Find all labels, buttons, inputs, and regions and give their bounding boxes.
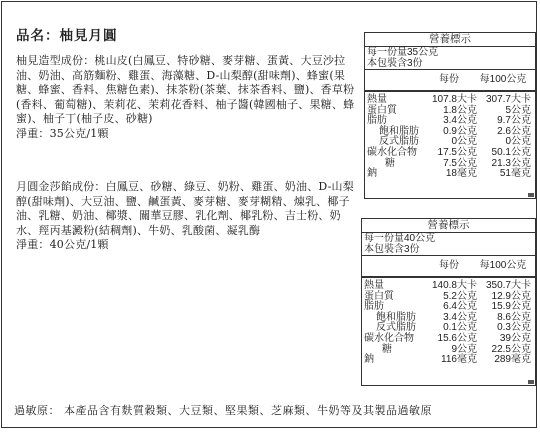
net-weight-2: 淨重：40公克/1顆: [16, 238, 109, 251]
nutrient-name: 飽和脂肪: [379, 125, 419, 137]
nutrient-per-serving: 1.8公克: [443, 104, 477, 116]
nutrient-per-serving: 17.5公克: [437, 146, 477, 158]
nutrient-per-serving: 5.2公克: [443, 290, 477, 302]
nutrient-per-100g: 0.3公克: [497, 322, 531, 334]
ingredients-section-1: [16, 54, 358, 141]
corner-mark: [528, 380, 534, 384]
nutrient-per-serving: 140.8大卡: [431, 280, 477, 291]
col-per-100g: 每100公克: [479, 74, 527, 85]
nutrient-per-serving: 18毫克: [445, 168, 477, 180]
nutrition-rows: [362, 276, 535, 366]
nutrient-name: 脂肪: [367, 115, 387, 127]
nutrient-name: 熱量: [367, 94, 387, 105]
nutrient-per-serving: 15.6公克: [437, 332, 477, 344]
nutrient-per-100g: 22.5公克: [491, 343, 531, 355]
nutrient-name: 碳水化合物: [364, 332, 414, 344]
nutrient-per-100g: 12.9公克: [491, 290, 531, 302]
nutrient-per-serving: 6.4公克: [443, 301, 477, 313]
nutrient-row: [362, 355, 535, 366]
nutrient-name: 糖: [385, 157, 395, 169]
nutrient-name: 碳水化合物: [367, 146, 417, 158]
nutrient-name: 鈉: [367, 168, 377, 180]
nutrient-name: 反式脂肪: [379, 136, 419, 148]
nutrient-per-100g: 51毫克: [499, 168, 531, 180]
nutrient-per-100g: 50.1公克: [491, 146, 531, 158]
col-per-serving: 每份: [439, 260, 459, 271]
nutrient-per-100g: 289毫克: [494, 354, 531, 366]
nutrient-per-100g: 15.9公克: [491, 301, 531, 313]
nutrient-per-serving: 116毫克: [441, 354, 477, 366]
nutrient-per-serving: 9公克: [451, 343, 477, 355]
nutrient-name: 反式脂肪: [376, 322, 416, 334]
nutrient-row: [362, 334, 535, 345]
nutrient-per-100g: 9.7公克: [497, 115, 531, 127]
nutrient-name: 蛋白質: [367, 104, 397, 116]
nutrient-name: 飽和脂肪: [376, 311, 416, 323]
nutrient-name: 熱量: [364, 280, 384, 291]
servings-per-pack: 本包裝含3份: [367, 58, 423, 69]
nutrient-per-serving: 3.4公克: [443, 115, 477, 127]
serving-size: 每一份量40公克: [364, 233, 436, 244]
nutrition-header: [362, 255, 535, 276]
servings-per-pack: 本包裝含3份: [364, 244, 420, 255]
col-per-100g: 每100公克: [479, 260, 527, 271]
serving-size: 每一份量35公克: [367, 47, 439, 58]
nutrient-per-serving: 107.8大卡: [431, 94, 477, 105]
nutrient-per-100g: 5公克: [505, 104, 531, 116]
nutrient-per-100g: 350.7大卡: [485, 280, 531, 291]
nutrient-name: 鈉: [364, 354, 374, 366]
nutrient-name: 脂肪: [364, 301, 384, 313]
allergen-statement: 過敏原： 本產品含有麩質穀類、大豆類、堅果類、芝麻類、牛奶等及其製品過敏原: [14, 404, 432, 417]
nutrient-per-serving: 7.5公克: [443, 157, 477, 169]
nutrition-title: 營養標示: [365, 33, 535, 47]
food-label: [1, 1, 537, 428]
nutrition-rows: [365, 90, 535, 180]
nutrient-name: 糖: [382, 343, 392, 355]
nutrition-panel-1: [364, 32, 536, 199]
nutrient-per-100g: 39公克: [499, 332, 531, 344]
net-weight-1: 淨重：35公克/1顆: [16, 126, 109, 140]
nutrient-per-100g: 8.6公克: [497, 311, 531, 323]
ingredients-text-2: 月圓金莎餡成份：白鳳豆、砂糖、綠豆、奶粉、雞蛋、奶油、D-山梨醇(甜味劑)、大豆油、鹽、鹹蛋黃、麥芽糖、麥芽糊精、煉乳、椰子油、乳糖、奶油、椰漿、關華豆膠、乳化劑、椰乳粉、吉士粉、奶水、羥丙基澱粉(結稠劑)、牛奶、乳酸菌、凝乳酶: [16, 180, 354, 237]
nutrient-per-100g: 0公克: [505, 136, 531, 148]
nutrient-row: [365, 169, 535, 180]
nutrient-per-serving: 0.1公克: [443, 322, 477, 334]
nutrient-per-100g: 21.3公克: [491, 157, 531, 169]
nutrient-per-100g: 307.7大卡: [485, 94, 531, 105]
corner-mark: [528, 193, 534, 197]
ingredients-text-1: 柚見造型成份：桃山皮(白鳳豆、特砂糖、麥芽糖、蛋黃、大豆沙拉油、奶油、高筋麵粉、雞蛋、海藻糖、D-山梨醇(甜味劑)、蜂蜜(果糖、蜂蜜、香料、焦糖色素)、抹茶粉(茶葉、抹茶香料、鹽)、香草粉(香料、葡萄糖)、茉莉花、茉莉花香料、柚子醬(韓國柚子、果糖、蜂蜜)、柚子丁(柚子皮、砂糖): [16, 54, 355, 125]
nutrient-name: 蛋白質: [364, 290, 394, 302]
nutrition-header: [365, 69, 535, 90]
nutrient-row: [362, 281, 535, 292]
nutrient-per-serving: 3.4公克: [443, 311, 477, 323]
ingredients-section-2: [16, 180, 358, 253]
nutrition-title: 營養標示: [362, 219, 535, 233]
nutrient-row: [365, 148, 535, 159]
product-name: 品名：柚見月圓: [16, 28, 118, 44]
nutrient-per-serving: 0.9公克: [443, 125, 477, 137]
nutrient-per-serving: 0公克: [451, 136, 477, 148]
col-per-serving: 每份: [439, 74, 459, 85]
nutrient-row: [365, 95, 535, 106]
nutrition-panel-2: [361, 218, 536, 386]
nutrient-per-100g: 2.6公克: [497, 125, 531, 137]
